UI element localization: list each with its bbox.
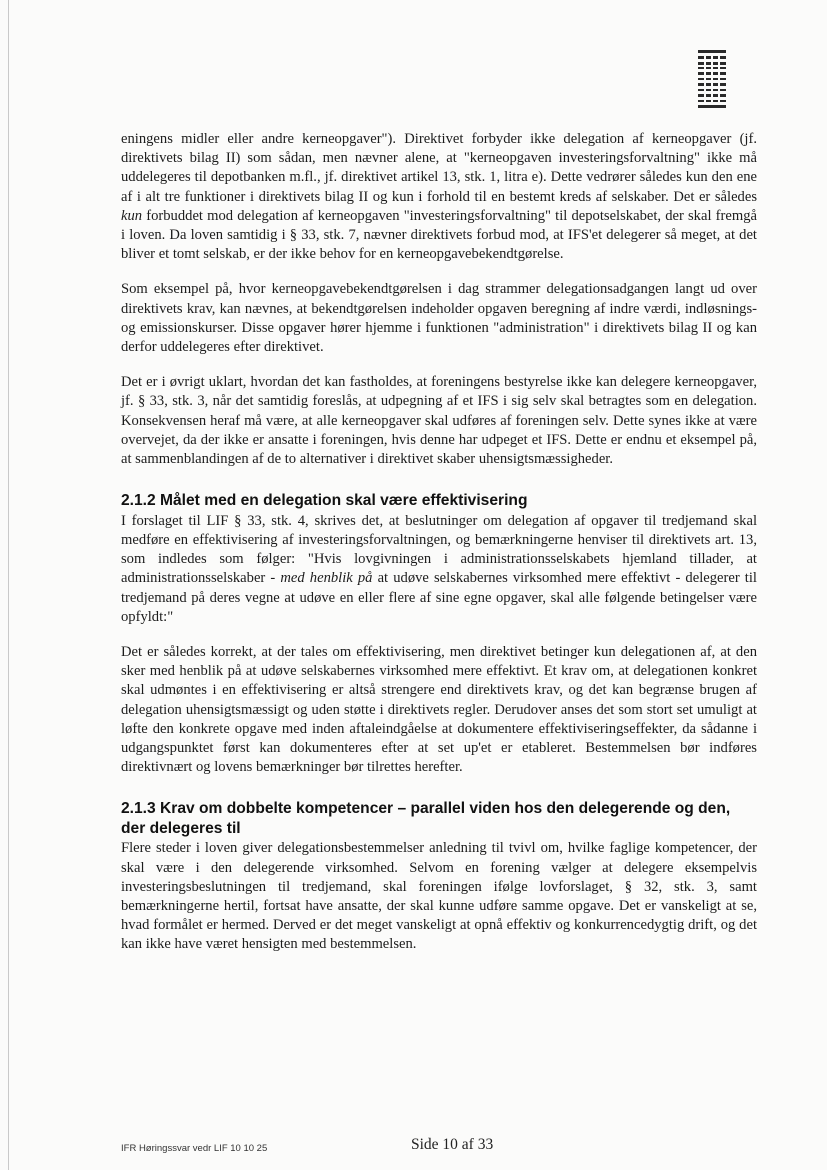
emphasis: kun: [121, 207, 143, 224]
paragraph: I forslaget til LIF § 33, stk. 4, skrives det, at beslutninger om delegation af opgaver til tredjemand skal medføre en effektivisering af investeringsforvaltningen, og bemærkningerne henviser til direktivets art. 13, som indledes som følger: "Hvis lovgivningen i administrationsselskabets hjemland tillader, at administrationsselskaber - med henblik på at udøve selskabernes virksomhed mere effektivt - delegerer til tredjemand på deres vegne at udøve en eller flere af sine egne opgaver, skal alle følgende betingelser være opfyldt:": [121, 512, 757, 625]
paragraph: Flere steder i loven giver delegationsbestemmelser anledning til tvivl om, hvilke faglige kompetencer, der skal være i den delegerende virksomhed. Selvom en forening vælger at delegere eksempelvis investeringsbeslutningen til tredjemand, skal foreningen ifølge lovforslaget, § 32, stk. 3, samt bemærkningerne hertil, fortsat have ansatte, der skal kunne udføre samme opgave. Det er vanskeligt at se, hvad formålet er hermed. Derved er det meget vanskeligt at opnå effektiv og konkurrencedygtig drift, og det kan ikke have været hensigten med bestemmelsen.: [121, 840, 757, 953]
paragraph: eningens midler eller andre kerneopgaver"). Direktivet forbyder ikke delegation af kerneopgaver (jf. direktivets bilag II) som sådan, men nævner alene, at "kerneopgaven investeringsforvaltning" ikke må uddelegeres til depotbanken m.fl., jf. direktivet artikel 13, stk. 1, litra e). Dette vedrører således kun den ene af i alt tre funktioner i direktivets bilag II og kun i forhold til en bestemt kreds af selskaber. Det er således kun forbuddet mod delegation af kerneopgaven "investeringsforvaltning" til depotselskabet, der skal fremgå i loven. Da loven samtidig i § 33, stk. 7, nævner direktivets forbud mod, at IFS'et delegerer så meget, at det bliver et tomt selskab, er der ikke behov for en kerneopgavebekendtgørelse.: [121, 131, 757, 263]
footer-document-title: IFR Høringssvar vedr LIF 10 10 25: [121, 1143, 268, 1154]
scan-edge-line: [8, 0, 9, 1170]
section-heading-2-1-3: 2.1.3 Krav om dobbelte kompetencer – parallel viden hos den delegerende og den, der delegeres til: [121, 800, 731, 837]
section-heading-2-1-2: 2.1.2 Målet med en delegation skal være effektivisering: [121, 492, 528, 510]
paragraph: Det er i øvrigt uklart, hvordan det kan fastholdes, at foreningens bestyrelse ikke kan delegere kerneopgaver, jf. § 33, stk. 3, når det samtidig foreslås, at udpegning af et IFS i sig selv skal betragtes som en delegation. Konsekvensen heraf må være, at alle kerneopgaver skal udføres af foreningen selv. Dette synes ikke at være overvejet, da der ikke er ansatte i foreningen, hvis denne har udpeget et IFS. Dette er endnu et eksempel på, at sammenblandingen af de to alternativer i direktivet skaber uhensigtsmæssigheder.: [121, 374, 757, 468]
document-body: [121, 130, 757, 971]
emphasis: med henblik på: [280, 570, 373, 587]
striped-logo-icon: [698, 50, 726, 108]
paragraph: Som eksempel på, hvor kerneopgavebekendtgørelsen i dag strammer delegationsadgangen langt ud over direktivets krav, kan nævnes, at bekendtgørelsen indeholder opgaven beregning af indre værdi, indløsnings- og emissionskurser. Disse opgaver hører hjemme i funktionen "administration" i direktivets bilag II og kan derfor uddelegeres efter direktivet.: [121, 281, 757, 356]
page-number: Side 10 af 33: [411, 1136, 494, 1153]
paragraph: Det er således korrekt, at der tales om effektivisering, men direktivet betinger kun delegationen af, at den sker med henblik på at udøve selskabernes virksomhed mere effektivt. Et krav om, at delegationen konkret skal udmøntes i en effektivisering er altså strengere end direktivets krav, og det kan begrænse brugen af delegation uhensigtsmæssigt og uden støtte i direktivets regler. Derudover anses det som stort set umuligt at løfte den konkrete opgave med inden aftaleindgåelse at dokumentere effektiviseringseffekter, da sådanne i udgangspunktet først kan dokumenteres efter at set up'et er etableret. Bestemmelsen bør indføres direktivnært og lovens bemærkninger bør tilrettes herefter.: [121, 643, 757, 776]
